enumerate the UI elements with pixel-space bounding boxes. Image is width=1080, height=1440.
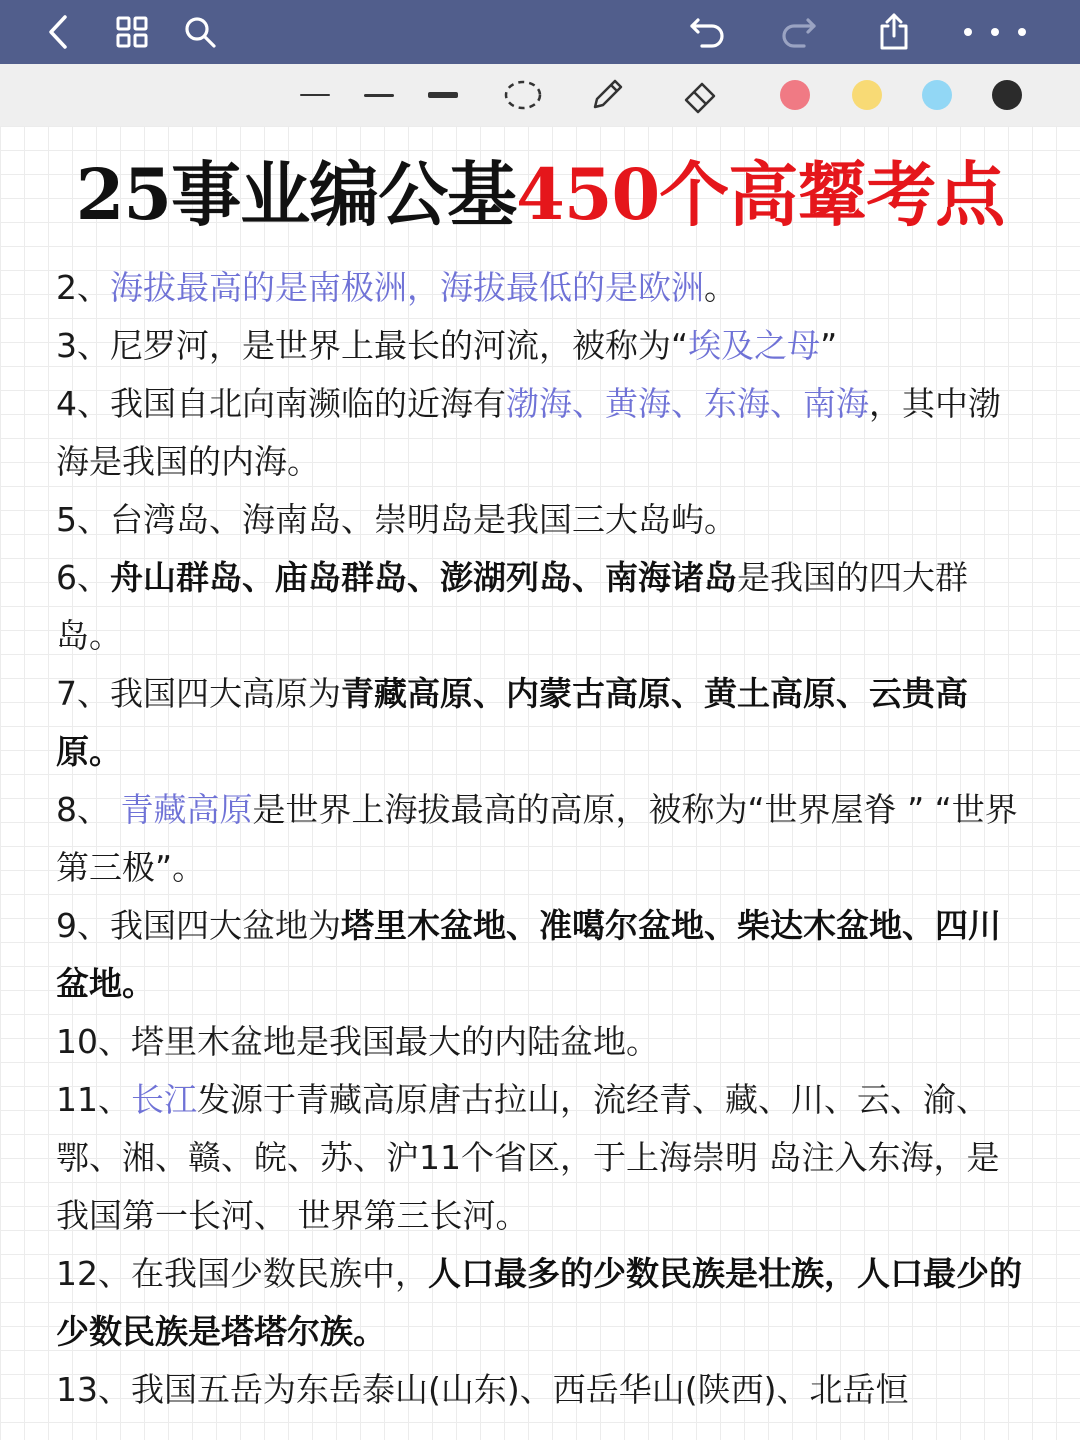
undo-icon[interactable]	[686, 10, 730, 54]
medium-line-tool[interactable]	[356, 72, 402, 118]
grid-icon[interactable]	[110, 10, 154, 54]
lasso-icon[interactable]	[500, 72, 546, 118]
share-icon[interactable]	[872, 10, 916, 54]
back-icon[interactable]	[36, 10, 80, 54]
text-run: 发源于青藏高原唐古拉山，流经青、藏、川、云、渝、鄂、湘、赣、皖、苏、沪11个省区，于上海崇明 岛注入东海，是我国第一长河、 世界第三长河。	[56, 1080, 1000, 1235]
text-run: 11、	[56, 1080, 131, 1119]
highlighted-text: 青藏高原	[120, 790, 253, 829]
highlighted-text: 海拔最高的是南极洲，海拔最低的是欧洲	[110, 268, 704, 307]
color-swatch-pink[interactable]	[772, 72, 818, 118]
text-run: 3、尼罗河，是世界上最长的河流，被称为“	[56, 326, 689, 365]
text-run: 7、我国四大高原为	[56, 674, 341, 713]
color-swatch-blue[interactable]	[914, 72, 960, 118]
bold-text: 舟山群岛、庙岛群岛、澎湖列岛、南海诸岛	[110, 558, 737, 597]
note-paragraph	[56, 1245, 1031, 1361]
top-nav-bar	[0, 0, 1080, 64]
bold-text: 人口最多的少数民族是壮族，人口最少的少数民族是塔塔尔族。	[56, 1254, 1022, 1351]
search-icon[interactable]	[178, 10, 222, 54]
text-run: 是世界上海拔最高的高原，被称为“世界屋脊 ” “世界第三极”。	[56, 790, 1018, 887]
pen-icon[interactable]	[584, 72, 630, 118]
text-run: 13、我国五岳为东岳泰山(山东)、西岳华山(陕西)、北岳恒	[56, 1370, 909, 1409]
note-paragraph	[56, 1013, 1031, 1071]
note-paragraph	[56, 549, 1031, 665]
text-run: 是我国的四大群岛。	[56, 558, 968, 655]
text-run: 10、塔里木盆地是我国最大的内陆盆地。	[56, 1022, 659, 1061]
note-paragraph	[56, 781, 1031, 897]
bold-text: 青藏高原、内蒙古高原、黄土高原、云贵高原。	[56, 674, 968, 771]
color-swatch-yellow[interactable]	[844, 72, 890, 118]
text-run: ，其中渤海是我国的内海。	[56, 384, 1001, 481]
thin-line-tool[interactable]	[292, 72, 338, 118]
color-swatch-black[interactable]	[984, 72, 1030, 118]
bold-text: 塔里木盆地、准噶尔盆地、柴达木盆地、四川盆地。	[56, 906, 1001, 1003]
thick-line-tool[interactable]	[420, 72, 466, 118]
drawing-toolbar	[0, 64, 1080, 127]
note-paragraph	[56, 1071, 1031, 1245]
note-paragraph	[56, 375, 1031, 491]
note-paragraph	[56, 1361, 1031, 1419]
text-run: 。	[704, 268, 737, 307]
note-paragraph	[56, 317, 1031, 375]
note-body	[56, 259, 1031, 1419]
note-paragraph	[56, 491, 1031, 549]
highlighted-text: 埃及之母	[688, 326, 821, 365]
note-paragraph	[56, 897, 1031, 1013]
page-title	[0, 150, 1080, 240]
text-run: 12、在我国少数民族中，	[56, 1254, 428, 1293]
text-run: 9、我国四大盆地为	[56, 906, 341, 945]
more-icon[interactable]	[960, 10, 1030, 54]
text-run: 8、	[56, 790, 121, 829]
note-paragraph	[56, 665, 1031, 781]
highlighted-text: 长江	[131, 1080, 197, 1119]
note-paragraph	[56, 259, 1031, 317]
title-red-part: 450个高颦考点	[516, 153, 1005, 236]
text-run: 5、台湾岛、海南岛、崇明岛是我国三大岛屿。	[56, 500, 737, 539]
text-run: 6、	[56, 558, 110, 597]
title-black-part: 25事业编公基	[75, 153, 517, 236]
highlighted-text: 渤海、黄海、东海、南海	[506, 384, 869, 423]
text-run: 2、	[56, 268, 110, 307]
redo-icon[interactable]	[776, 10, 820, 54]
text-run: ”	[820, 326, 838, 365]
eraser-icon[interactable]	[678, 72, 724, 118]
text-run: 4、我国自北向南濒临的近海有	[56, 384, 506, 423]
